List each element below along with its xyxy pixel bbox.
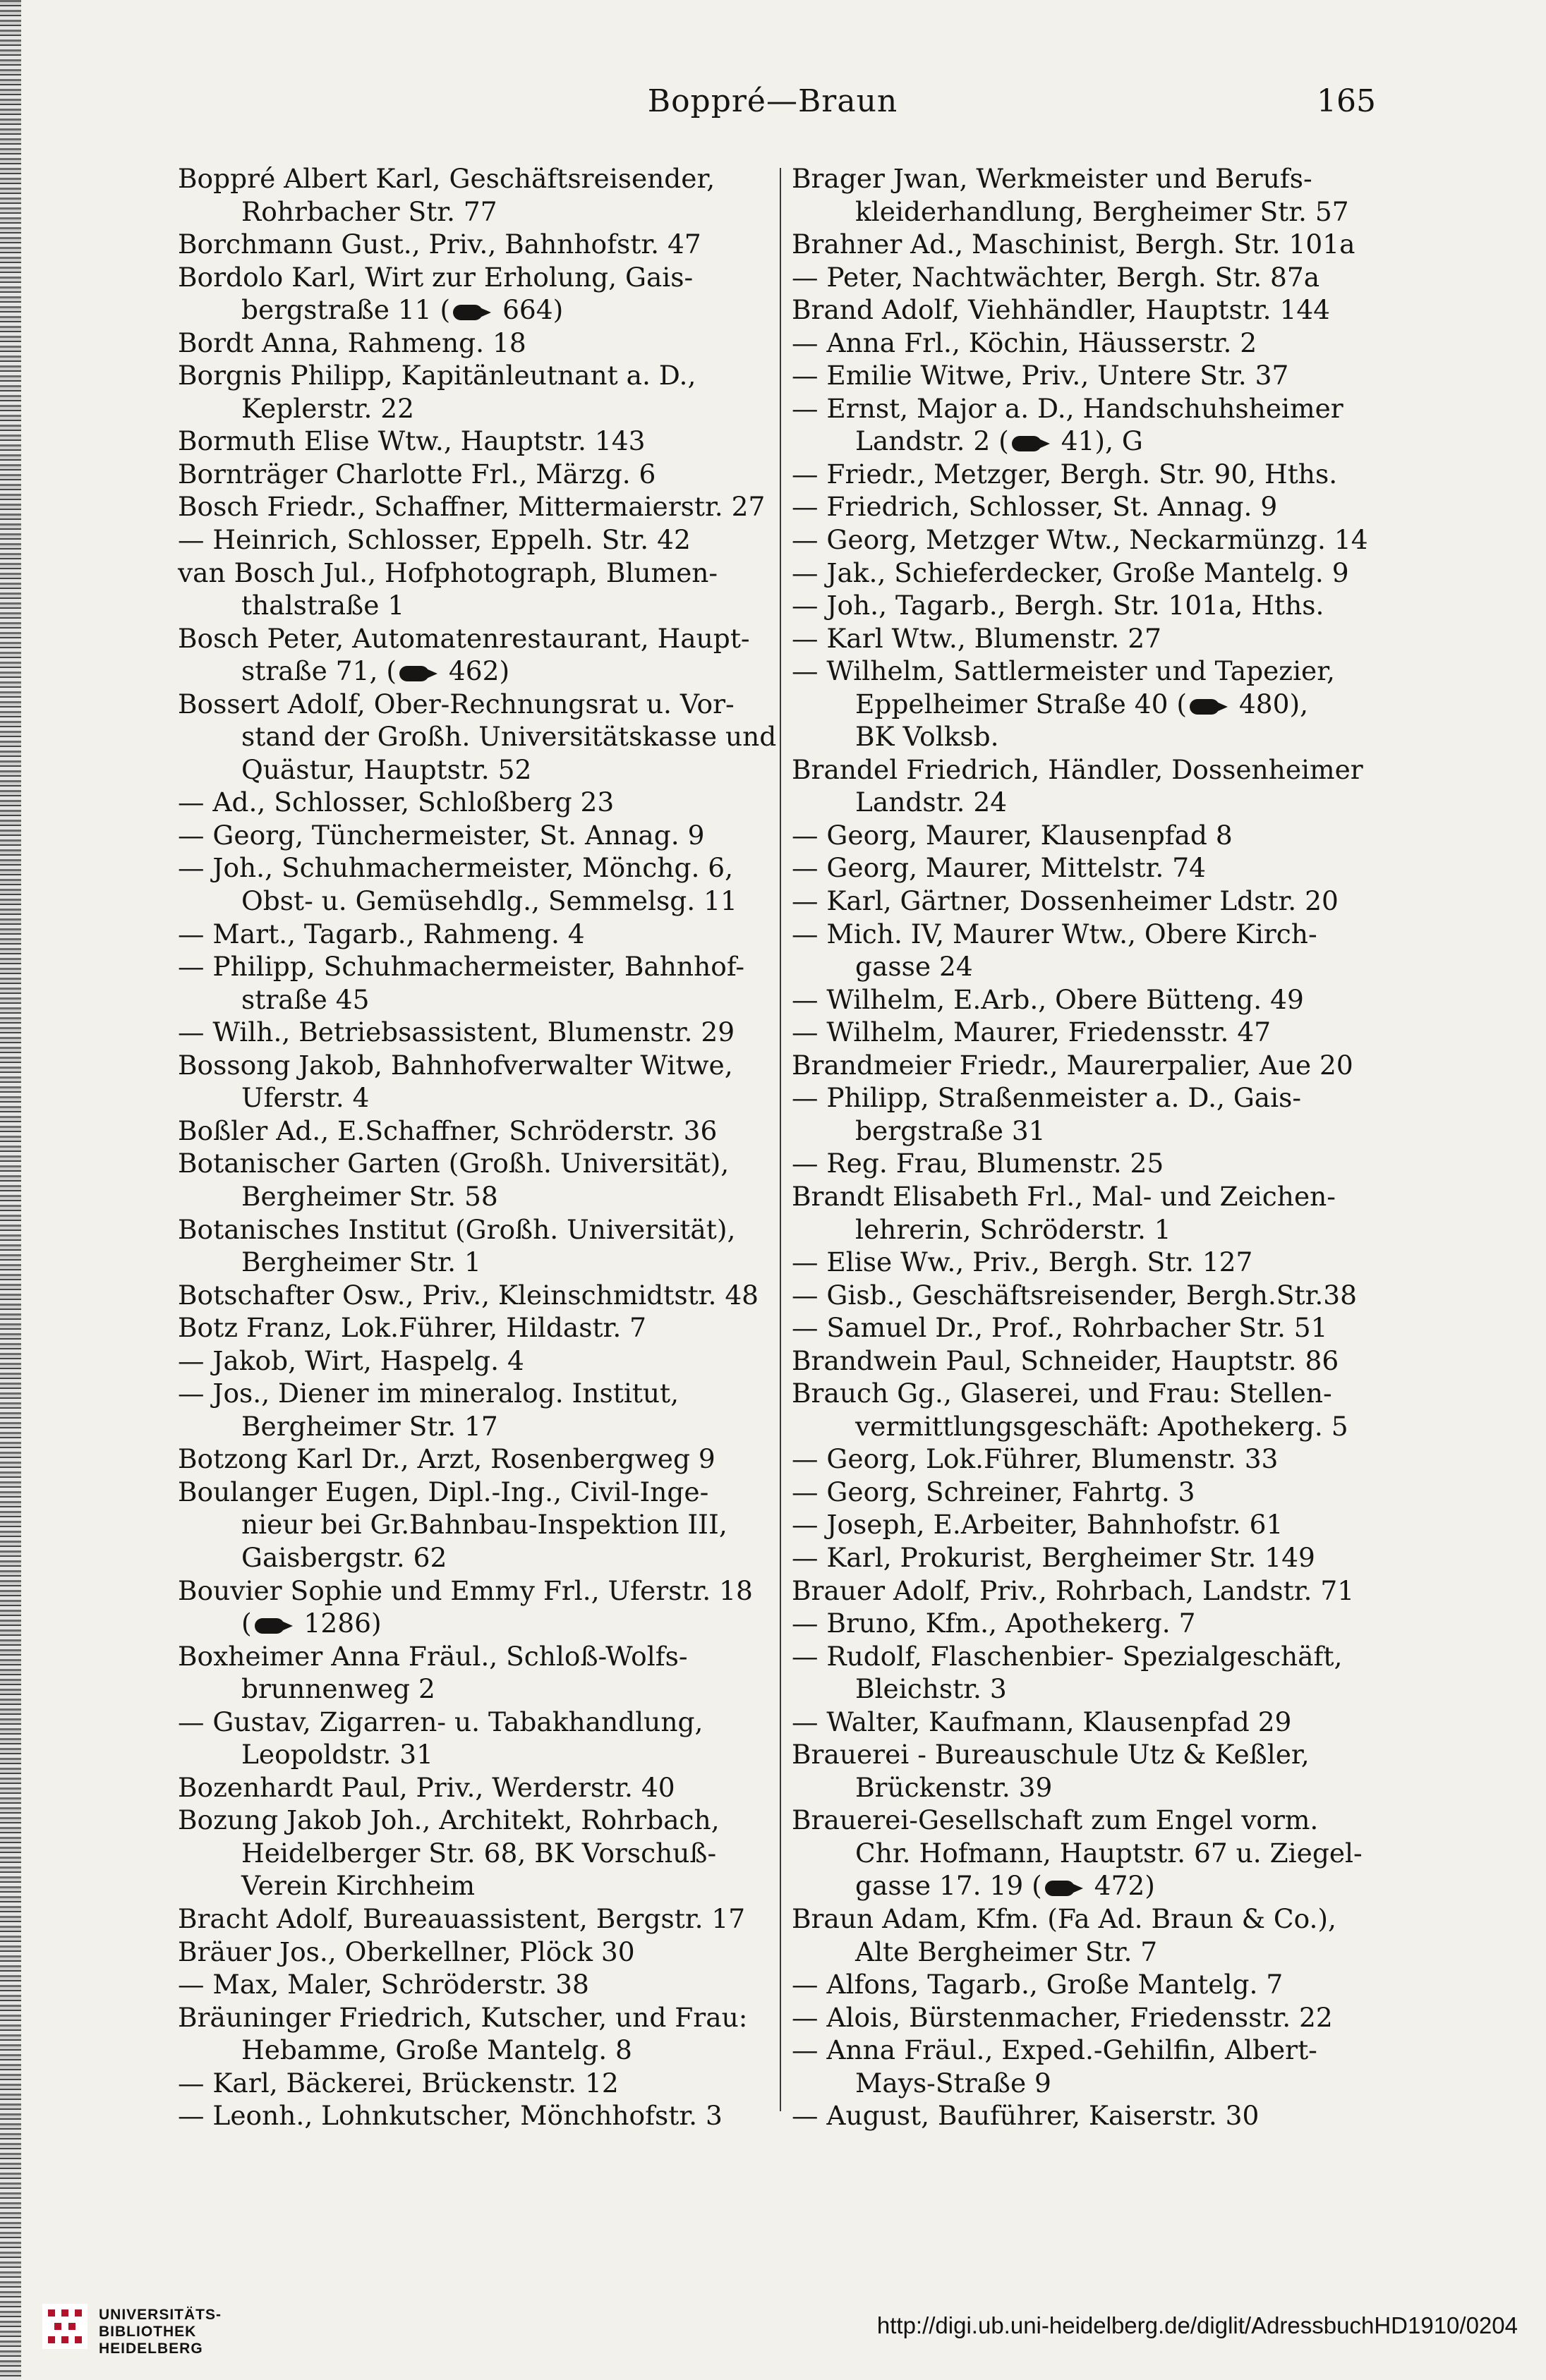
entry-line: Boxheimer Anna Fräul., Schloß-Wolfs- xyxy=(178,1640,688,1672)
directory-entry xyxy=(178,1443,771,1476)
running-head: Boppré—Braun xyxy=(647,83,898,119)
university-library-logo xyxy=(42,2304,87,2349)
entry-line: — Philipp, Schuhmachermeister, Bahnhof- xyxy=(178,951,745,983)
page-header xyxy=(169,83,1376,126)
directory-entry xyxy=(178,1771,771,1804)
entry-line: — Anna Frl., Köchin, Häusserstr. 2 xyxy=(792,327,1257,358)
directory-entry xyxy=(792,1508,1377,1541)
entry-line: — Friedrich, Schlosser, St. Annag. 9 xyxy=(792,491,1278,523)
entry-line: Botanischer Garten (Großh. Universität), xyxy=(178,1148,730,1179)
directory-entry xyxy=(792,458,1377,491)
entry-line: straße 71, ( 462) xyxy=(241,655,510,687)
page-footer xyxy=(0,2285,1546,2380)
directory-entry xyxy=(792,1902,1377,1968)
entry-line: Brandel Friedrich, Händler, Dossenheimer xyxy=(792,753,1363,785)
directory-entry xyxy=(792,851,1377,885)
right-column xyxy=(792,162,1377,2132)
directory-entry xyxy=(178,1377,771,1443)
directory-entry xyxy=(792,1574,1377,1608)
directory-entry xyxy=(178,1279,771,1312)
entry-line: stand der Großh. Universitätskasse und xyxy=(241,721,777,753)
entry-line: Bozung Jakob Joh., Architekt, Rohrbach, xyxy=(178,1804,720,1836)
directory-entry xyxy=(792,359,1377,392)
directory-entry xyxy=(178,1804,771,1902)
directory-entry xyxy=(792,1968,1377,2001)
entry-line: Obst- u. Gemüsehdlg., Semmelsg. 11 xyxy=(241,885,737,917)
directory-entry xyxy=(178,1902,771,1936)
left-column xyxy=(178,162,777,2132)
entry-line: Chr. Hofmann, Hauptstr. 67 u. Ziegel- xyxy=(855,1837,1363,1869)
directory-entry xyxy=(178,458,771,491)
directory-columns xyxy=(0,162,1546,2159)
directory-entry xyxy=(792,622,1377,655)
entry-line: Mays-Straße 9 xyxy=(855,2067,1051,2099)
entry-line: van Bosch Jul., Hofphotograph, Blumen- xyxy=(178,557,718,588)
entry-line: — Ad., Schlosser, Schloßberg 23 xyxy=(178,787,615,818)
entry-line: — Karl Wtw., Blumenstr. 27 xyxy=(792,622,1161,654)
entry-line: — Max, Maler, Schröderstr. 38 xyxy=(178,1969,589,2000)
entry-line: — Joh., Tagarb., Bergh. Str. 101a, Hths. xyxy=(792,590,1324,621)
directory-entry xyxy=(178,523,771,557)
entry-line: nieur bei Gr.Bahnbau-Inspektion III, xyxy=(241,1509,727,1541)
directory-entry xyxy=(178,1640,771,1706)
entry-line: — Bruno, Kfm., Apothekerg. 7 xyxy=(792,1608,1196,1639)
entry-line: — Joh., Schuhmachermeister, Mönchg. 6, xyxy=(178,852,734,884)
entry-line: — Gustav, Zigarren- u. Tabakhandlung, xyxy=(178,1706,703,1737)
entry-line: — Jakob, Wirt, Haspelg. 4 xyxy=(178,1344,524,1376)
entry-line: Bräuer Jos., Oberkellner, Plöck 30 xyxy=(178,1936,635,1967)
entry-line: — Georg, Maurer, Klausenpfad 8 xyxy=(792,819,1233,851)
directory-entry xyxy=(178,228,771,261)
entry-line: — Alfons, Tagarb., Große Mantelg. 7 xyxy=(792,1969,1284,2000)
entry-line: Brahner Ad., Maschinist, Bergh. Str. 101a xyxy=(792,229,1355,260)
entry-line: vermittlungsgeschäft: Apothekerg. 5 xyxy=(855,1410,1348,1442)
directory-entry xyxy=(178,425,771,458)
directory-entry xyxy=(178,1311,771,1344)
directory-entry xyxy=(178,490,771,523)
entry-line: — Georg, Maurer, Mittelstr. 74 xyxy=(792,852,1206,884)
directory-entry xyxy=(792,753,1377,819)
entry-line: — Georg, Tünchermeister, St. Annag. 9 xyxy=(178,819,705,851)
entry-line: Brauch Gg., Glaserei, und Frau: Stellen- xyxy=(792,1378,1332,1409)
directory-entry xyxy=(178,918,771,951)
telephone-icon xyxy=(1045,1879,1083,1898)
entry-line: Brauer Adolf, Priv., Rohrbach, Landstr. 71 xyxy=(792,1574,1355,1606)
directory-entry xyxy=(178,1213,771,1279)
entry-line: — Wilhelm, Sattlermeister und Tapezier, xyxy=(792,655,1335,687)
entry-line: Braun Adam, Kfm. (Fa Ad. Braun & Co.), xyxy=(792,1902,1336,1934)
directory-entry xyxy=(792,293,1377,327)
entry-line: — Wilhelm, Maurer, Friedensstr. 47 xyxy=(792,1016,1272,1048)
entry-line: Landstr. 24 xyxy=(855,787,1008,818)
entry-line: Gaisbergstr. 62 xyxy=(241,1541,447,1573)
entry-line: Botzong Karl Dr., Arzt, Rosenbergweg 9 xyxy=(178,1443,715,1475)
telephone-icon xyxy=(1012,435,1050,453)
directory-entry xyxy=(178,1476,771,1574)
directory-entry xyxy=(178,2099,771,2132)
entry-line: Quästur, Hauptstr. 52 xyxy=(241,753,532,785)
directory-entry xyxy=(178,786,771,819)
entry-line: Hebamme, Große Mantelg. 8 xyxy=(241,2034,632,2066)
entry-line: lehrerin, Schröderstr. 1 xyxy=(855,1213,1171,1245)
directory-entry xyxy=(178,1706,771,1771)
entry-line: Botschafter Osw., Priv., Kleinschmidtstr. 48 xyxy=(178,1279,759,1311)
directory-entry xyxy=(178,1049,771,1115)
directory-entry xyxy=(178,1147,771,1213)
entry-line: thalstraße 1 xyxy=(241,590,405,621)
entry-line: — Rudolf, Flaschenbier- Spezialgeschäft, xyxy=(792,1640,1343,1672)
entry-line: Landstr. 2 ( 41), G xyxy=(855,425,1143,457)
entry-line: Bordolo Karl, Wirt zur Erholung, Gais- xyxy=(178,261,694,293)
directory-entry xyxy=(792,557,1377,590)
entry-line: gasse 24 xyxy=(855,951,973,983)
directory-entry xyxy=(792,490,1377,523)
entry-line: Bossert Adolf, Ober-Rechnungsrat u. Vor- xyxy=(178,688,735,720)
entry-line: — Heinrich, Schlosser, Eppelh. Str. 42 xyxy=(178,524,691,556)
entry-line: Rohrbacher Str. 77 xyxy=(241,195,497,227)
directory-entry xyxy=(792,1311,1377,1344)
entry-line: — Georg, Lok.Führer, Blumenstr. 33 xyxy=(792,1443,1279,1475)
directory-entry xyxy=(792,1738,1377,1804)
page-number: 165 xyxy=(1317,83,1376,119)
telephone-icon xyxy=(399,664,437,683)
entry-line: — Mart., Tagarb., Rahmeng. 4 xyxy=(178,918,585,949)
directory-entry xyxy=(792,1443,1377,1476)
entry-line: Brauerei - Bureauschule Utz & Keßler, xyxy=(792,1739,1310,1771)
directory-entry xyxy=(792,261,1377,294)
entry-line: Verein Kirchheim xyxy=(241,1870,475,1902)
directory-entry xyxy=(178,1968,771,2001)
directory-entry xyxy=(792,655,1377,753)
directory-entry xyxy=(178,2001,771,2067)
directory-entry xyxy=(792,1377,1377,1443)
directory-entry xyxy=(178,1574,771,1640)
directory-entry xyxy=(178,359,771,425)
telephone-icon xyxy=(255,1617,293,1635)
entry-line: Bergheimer Str. 58 xyxy=(241,1180,498,1212)
entry-line: Botanisches Institut (Großh. Universität), xyxy=(178,1213,736,1245)
directory-entry xyxy=(792,589,1377,622)
entry-line: Brandt Elisabeth Frl., Mal- und Zeichen- xyxy=(792,1180,1336,1212)
directory-entry xyxy=(792,1344,1377,1378)
directory-entry xyxy=(792,983,1377,1016)
entry-line: Bergheimer Str. 1 xyxy=(241,1246,481,1278)
directory-entry xyxy=(178,688,777,787)
directory-entry xyxy=(792,1016,1377,1049)
directory-entry xyxy=(792,1541,1377,1574)
telephone-icon xyxy=(453,303,491,322)
entry-line: — Alois, Bürstenmacher, Friedensstr. 22 xyxy=(792,2001,1333,2033)
directory-entry xyxy=(792,1706,1377,1739)
directory-entry xyxy=(178,622,771,688)
entry-line: — Joseph, E.Arbeiter, Bahnhofstr. 61 xyxy=(792,1509,1284,1541)
entry-line: ( 1286) xyxy=(241,1608,382,1639)
entry-line: — Gisb., Geschäftsreisender, Bergh.Str.38 xyxy=(792,1279,1357,1311)
entry-line: brunnenweg 2 xyxy=(241,1673,435,1705)
directory-entry xyxy=(792,1081,1377,1147)
entry-line: kleiderhandlung, Bergheimer Str. 57 xyxy=(855,195,1349,227)
entry-line: — Elise Ww., Priv., Bergh. Str. 127 xyxy=(792,1246,1253,1278)
directory-entry xyxy=(178,557,771,622)
entry-line: Brandmeier Friedr., Maurerpalier, Aue 20 xyxy=(792,1049,1353,1081)
telephone-icon xyxy=(1190,698,1228,716)
entry-line: — Jak., Schieferdecker, Große Mantelg. 9 xyxy=(792,557,1349,588)
entry-line: Bergheimer Str. 17 xyxy=(241,1410,498,1442)
entry-line: Boppré Albert Karl, Geschäftsreisender, xyxy=(178,163,715,194)
entry-line: — Georg, Metzger Wtw., Neckarmünzg. 14 xyxy=(792,524,1368,556)
directory-entry xyxy=(792,2001,1377,2034)
entry-line: — Anna Fräul., Exped.-Gehilfin, Albert- xyxy=(792,2034,1317,2066)
directory-entry xyxy=(792,1607,1377,1640)
library-name: UNIVERSITÄTS- BIBLIOTHEK HEIDELBERG xyxy=(99,2307,222,2357)
entry-line: — Wilhelm, E.Arb., Obere Bütteng. 49 xyxy=(792,983,1304,1015)
directory-entry xyxy=(178,1115,771,1148)
entry-line: — Mich. IV, Maurer Wtw., Obere Kirch- xyxy=(792,918,1317,949)
directory-entry xyxy=(792,228,1377,261)
entry-line: Heidelberger Str. 68, BK Vorschuß- xyxy=(241,1837,717,1869)
directory-entry xyxy=(178,162,771,228)
directory-entry xyxy=(792,1147,1377,1180)
entry-line: — Jos., Diener im mineralog. Institut, xyxy=(178,1378,680,1409)
directory-entry xyxy=(178,819,771,852)
entry-line: gasse 17. 19 ( 472) xyxy=(855,1870,1155,1902)
entry-line: — Karl, Prokurist, Bergheimer Str. 149 xyxy=(792,1541,1315,1573)
entry-line: — Philipp, Straßenmeister a. D., Gais- xyxy=(792,1082,1302,1114)
directory-entry xyxy=(178,1016,771,1049)
entry-line: Leopoldstr. 31 xyxy=(241,1739,433,1771)
entry-line: Brauerei-Gesellschaft zum Engel vorm. xyxy=(792,1804,1319,1836)
entry-line: Bracht Adolf, Bureauassistent, Bergstr. 17 xyxy=(178,1902,746,1934)
entry-line: — Emilie Witwe, Priv., Untere Str. 37 xyxy=(792,360,1289,391)
directory-entry xyxy=(792,1049,1377,1082)
directory-entry xyxy=(792,918,1377,983)
entry-line: Bosch Friedr., Schaffner, Mittermaierstr. 27 xyxy=(178,491,766,523)
entry-line: Keplerstr. 22 xyxy=(241,392,414,424)
directory-entry xyxy=(792,2099,1377,2132)
entry-line: — Peter, Nachtwächter, Bergh. Str. 87a xyxy=(792,261,1320,293)
entry-line: — August, Bauführer, Kaiserstr. 30 xyxy=(792,2100,1260,2132)
entry-line: — Leonh., Lohnkutscher, Mönchhofstr. 3 xyxy=(178,2100,723,2132)
directory-entry xyxy=(178,2067,771,2100)
entry-line: Bleichstr. 3 xyxy=(855,1673,1007,1705)
entry-line: Brückenstr. 39 xyxy=(855,1771,1053,1803)
directory-entry xyxy=(792,1279,1377,1312)
entry-line: Bormuth Elise Wtw., Hauptstr. 143 xyxy=(178,425,646,457)
entry-line: — Walter, Kaufmann, Klausenpfad 29 xyxy=(792,1706,1292,1737)
directory-entry xyxy=(178,1344,771,1378)
entry-line: Bossong Jakob, Bahnhofverwalter Witwe, xyxy=(178,1049,733,1081)
directory-entry xyxy=(792,819,1377,852)
entry-line: — Karl, Gärtner, Dossenheimer Ldstr. 20 xyxy=(792,885,1339,917)
source-url[interactable]: http://digi.ub.uni-heidelberg.de/diglit/AdressbuchHD1910/0204 xyxy=(876,2312,1518,2338)
entry-line: Borchmann Gust., Priv., Bahnhofstr. 47 xyxy=(178,229,701,260)
directory-entry xyxy=(792,1246,1377,1279)
entry-line: Brager Jwan, Werkmeister und Berufs- xyxy=(792,163,1312,194)
directory-entry xyxy=(792,885,1377,918)
entry-line: — Karl, Bäckerei, Brückenstr. 12 xyxy=(178,2067,619,2099)
entry-line: Bouvier Sophie und Emmy Frl., Uferstr. 18 xyxy=(178,1574,753,1606)
entry-line: Bordt Anna, Rahmeng. 18 xyxy=(178,327,526,358)
entry-line: Bornträger Charlotte Frl., Märzg. 6 xyxy=(178,458,656,490)
entry-line: — Samuel Dr., Prof., Rohrbacher Str. 51 xyxy=(792,1312,1328,1344)
directory-entry xyxy=(178,1936,771,1969)
entry-line: Eppelheimer Straße 40 ( 480), xyxy=(855,688,1309,720)
entry-line: Boulanger Eugen, Dipl.-Ing., Civil-Inge- xyxy=(178,1476,709,1507)
entry-line: Alte Bergheimer Str. 7 xyxy=(855,1936,1158,1967)
entry-line: Brandwein Paul, Schneider, Hauptstr. 86 xyxy=(792,1344,1339,1376)
entry-line: — Wilh., Betriebsassistent, Blumenstr. 29 xyxy=(178,1016,735,1048)
directory-entry xyxy=(792,523,1377,557)
entry-line: Brand Adolf, Viehhändler, Hauptstr. 144 xyxy=(792,294,1331,326)
directory-entry xyxy=(792,327,1377,360)
entry-line: bergstraße 31 xyxy=(855,1115,1046,1146)
entry-line: — Georg, Schreiner, Fahrtg. 3 xyxy=(792,1476,1195,1507)
entry-line: — Reg. Frau, Blumenstr. 25 xyxy=(792,1148,1164,1179)
directory-entry xyxy=(792,162,1377,228)
directory-entry xyxy=(792,1640,1377,1706)
directory-entry xyxy=(178,950,771,1016)
entry-line: Uferstr. 4 xyxy=(241,1082,370,1114)
directory-entry xyxy=(792,392,1377,458)
entry-line: Bozenhardt Paul, Priv., Werderstr. 40 xyxy=(178,1771,675,1803)
entry-line: Botz Franz, Lok.Führer, Hildastr. 7 xyxy=(178,1312,647,1344)
entry-line: Bräuninger Friedrich, Kutscher, und Frau: xyxy=(178,2001,748,2033)
entry-line: bergstraße 11 ( 664) xyxy=(241,294,564,326)
directory-entry xyxy=(792,2034,1377,2099)
entry-line: — Ernst, Major a. D., Handschuhsheimer xyxy=(792,392,1343,424)
entry-line: BK Volksb. xyxy=(855,721,999,753)
entry-line: straße 45 xyxy=(241,983,370,1015)
column-divider xyxy=(780,168,781,2111)
directory-entry xyxy=(178,261,771,327)
directory-entry xyxy=(178,851,771,917)
directory-entry xyxy=(178,327,771,360)
entry-line: Bosch Peter, Automatenrestaurant, Haupt- xyxy=(178,622,750,654)
directory-entry xyxy=(792,1180,1377,1246)
entry-line: Borgnis Philipp, Kapitänleutnant a. D., xyxy=(178,360,696,391)
entry-line: Boßler Ad., E.Schaffner, Schröderstr. 36 xyxy=(178,1115,718,1146)
entry-line: — Friedr., Metzger, Bergh. Str. 90, Hths. xyxy=(792,458,1338,490)
directory-entry xyxy=(792,1476,1377,1509)
directory-entry xyxy=(792,1804,1377,1902)
